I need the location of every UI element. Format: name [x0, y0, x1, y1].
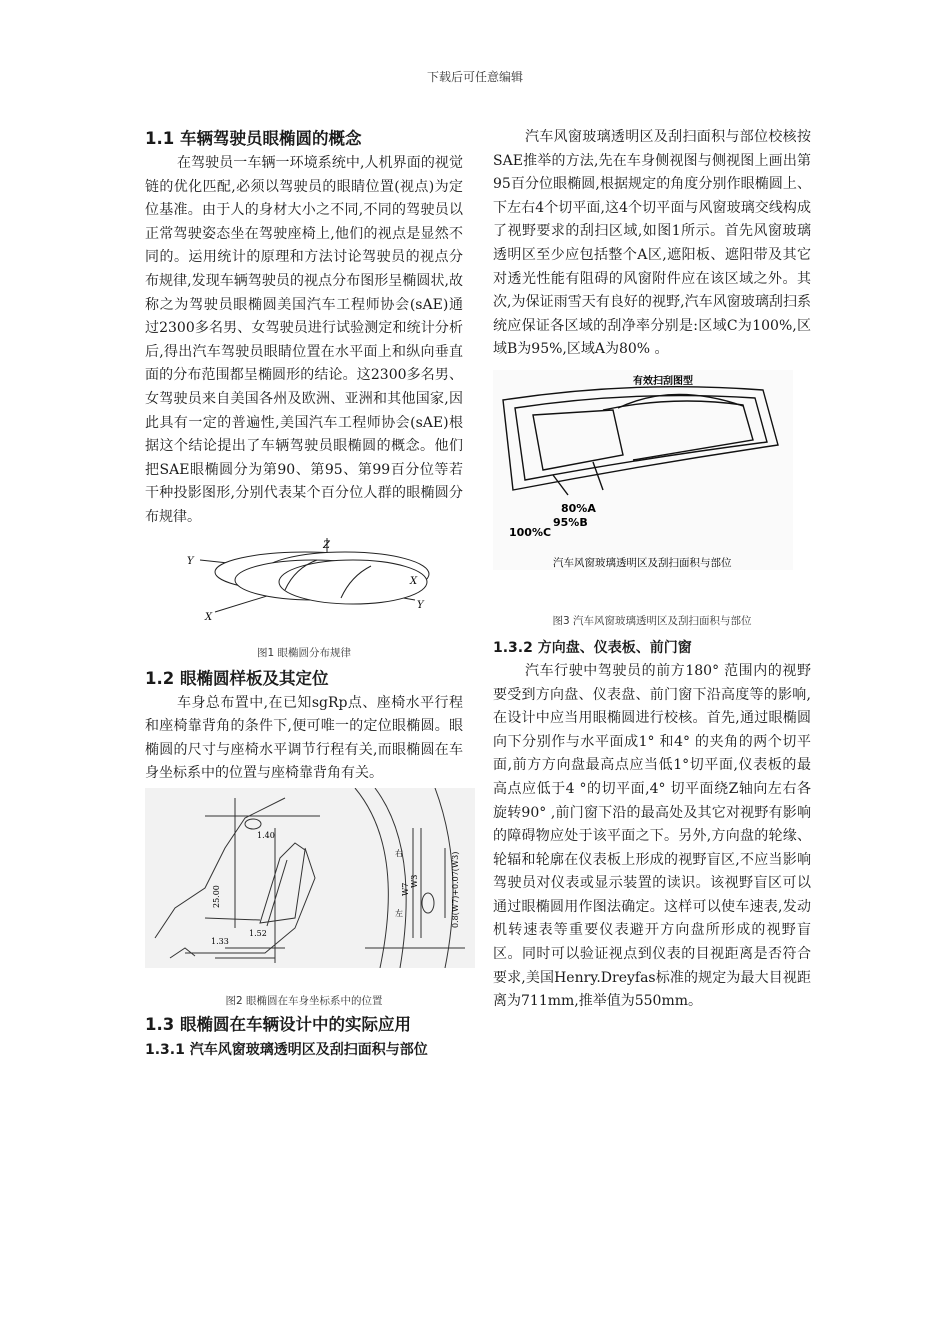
- fig2-label-w7: W7: [401, 882, 410, 896]
- fig1-y-label-right: Y: [417, 599, 424, 611]
- figure-1-caption: 图1 眼椭圆分布规律: [256, 646, 352, 659]
- fig2-label-left: 左: [395, 908, 403, 918]
- figure-2: [145, 788, 463, 968]
- steering-paragraph: 汽车行驶中驾驶员的前方180° 范围内的视野要受到方向盘、仪表盘、前门窗下沿高度等的影响,在设计中应当用眼椭圆进行校核。首先,通过眼椭圆向下分别作与水平面成1° 和4° 的夹角的两个切平面,前方方向盘最高点应当低1°切平面,仪表板的最高点应低于4 °的切平面,4° 切平面绕Z轴向左右各旋转90° ,前门窗下沿的最高处及其它对视野有影响的障碍物应处于该平面之下。另外,方向盘的轮缘、轮辐和轮廓在仪表板上形成的视野盲区,不应当影响驾驶员对仪表或显示装置的读识。该视野盲区可以通过眼椭圆用作图法确定。这样可以使车速表,发动机转速表等重要仪表避开方向盘所形成的视野盲区。同时可以验证视点到仪表的目视距离是否符合要求,美国Henry.Dreyfas标准的规定为最大目视距离为711mm,推举值为550mm。: [493, 662, 811, 1010]
- right-column: [493, 126, 811, 1014]
- fig1-z-label: Z: [323, 539, 330, 551]
- fig2-label-152: 1.52: [249, 928, 267, 938]
- section-1-3-title: 1.3 眼椭圆在车辆设计中的实际应用: [145, 1014, 411, 1034]
- fig3-top-label: 有效扫刮图型: [633, 375, 693, 387]
- fig1-y-label-left: Y: [187, 555, 194, 567]
- section-1-3-1-title: 1.3.1 汽车风窗玻璃透明区及刮扫面积与部位: [145, 1041, 428, 1058]
- fig1-x-label-left: X: [205, 611, 213, 623]
- fig3-inner-caption: 汽车风窗玻璃透明区及刮扫面积与部位: [553, 556, 732, 569]
- section-1-2-title: 1.2 眼椭圆样板及其定位: [145, 668, 329, 688]
- fig2-label-formula: 0.8(W7)+0.07(W3): [451, 851, 460, 928]
- page-header: 下载后可任意编辑: [426, 70, 523, 84]
- eye-ellipse-diagram: [145, 538, 463, 624]
- fig2-label-w3: W3: [410, 874, 419, 888]
- figure-2-caption: 图2 眼椭圆在车身坐标系中的位置: [225, 994, 383, 1007]
- wiper-area-diagram: [493, 370, 793, 570]
- section-1-2-paragraph: 车身总布置中,在已知sgRp点、座椅水平行程和座椅靠背角的条件下,便可唯一的定位眼椭圆。眼椭圆的尺寸与座椅水平调节行程有关,而眼椭圆在车身坐标系中的位置与座椅靠背角有关。: [145, 694, 463, 782]
- figure-1: [145, 538, 463, 624]
- fig2-label-25: 25.00: [212, 884, 221, 908]
- fig3-label-a: 80%A: [561, 501, 596, 515]
- section-1-1-title: 1.1 车辆驾驶员眼椭圆的概念: [145, 129, 362, 148]
- fig2-label-right: 右: [395, 848, 403, 858]
- fig2-label-133: 1.33: [211, 936, 229, 946]
- fig2-label-140: 1.40: [257, 830, 275, 840]
- windshield-paragraph: 汽车风窗玻璃透明区及刮扫面积与部位校核按SAE推举的方法,先在车身侧视图与侧视图上画出第95百分位眼椭圆,根据规定的角度分别作眼椭圆上、下左右4个切平面,这4个切平面与风窗玻璃交线构成了视野要求的刮扫区域,如图1所示。首先风窗玻璃透明区至少应包括整个A区,遮阳板、遮阳带及其它对透光性能有阻碍的风窗附件应在该区域之外。其次,为保证雨雪天有良好的视野,汽车风窗玻璃刮扫系统应保证各区域的刮净率分别是:区域C为100%,区域B为95%,区域A为80% 。: [493, 129, 811, 358]
- section-1-1-paragraph: 在驾驶员一车辆一环境系统中,人机界面的视觉链的优化匹配,必须以驾驶员的眼睛位置(视点)为定位基准。由于人的身材大小之不同,不同的驾驶员以正常驾驶姿态坐在驾驶座椅上,他们的视点是显然不同的。运用统计的原理和方法讨论驾驶员的视点分布规律,发现车辆驾驶员的视点分布图形呈椭圆状,故称之为驾驶员眼椭圆美国汽车工程师协会(sAE)通过2300多名男、女驾驶员进行试验测定和统计分析后,得出汽车驾驶员眼睛位置在水平面上和纵向垂直面的分布范围都呈椭圆形的结论。这2300多名男、女驾驶员来自美国各州及欧洲、亚洲和其他国家,因此具有一定的普遍性,美国汽车工程师协会(sAE)根据这个结论提出了车辆驾驶员眼椭圆的概念。他们把SAE眼椭圆分为第90、第95、第99百分位等若干种投影图形,分别代表某个百分位人群的眼椭圆分布规律。: [145, 155, 463, 525]
- figure-3: [493, 370, 811, 570]
- left-column: [145, 126, 463, 1062]
- seat-position-diagram: [145, 788, 475, 968]
- fig3-label-b: 95%B: [553, 515, 588, 529]
- fig3-label-c: 100%C: [509, 525, 552, 539]
- fig1-x-label-right: X: [410, 575, 418, 587]
- section-1-3-2-title: 1.3.2 方向盘、仪表板、前门窗: [493, 639, 692, 656]
- figure-3-caption: 图3 汽车风窗玻璃透明区及刮扫面积与部位: [552, 614, 752, 627]
